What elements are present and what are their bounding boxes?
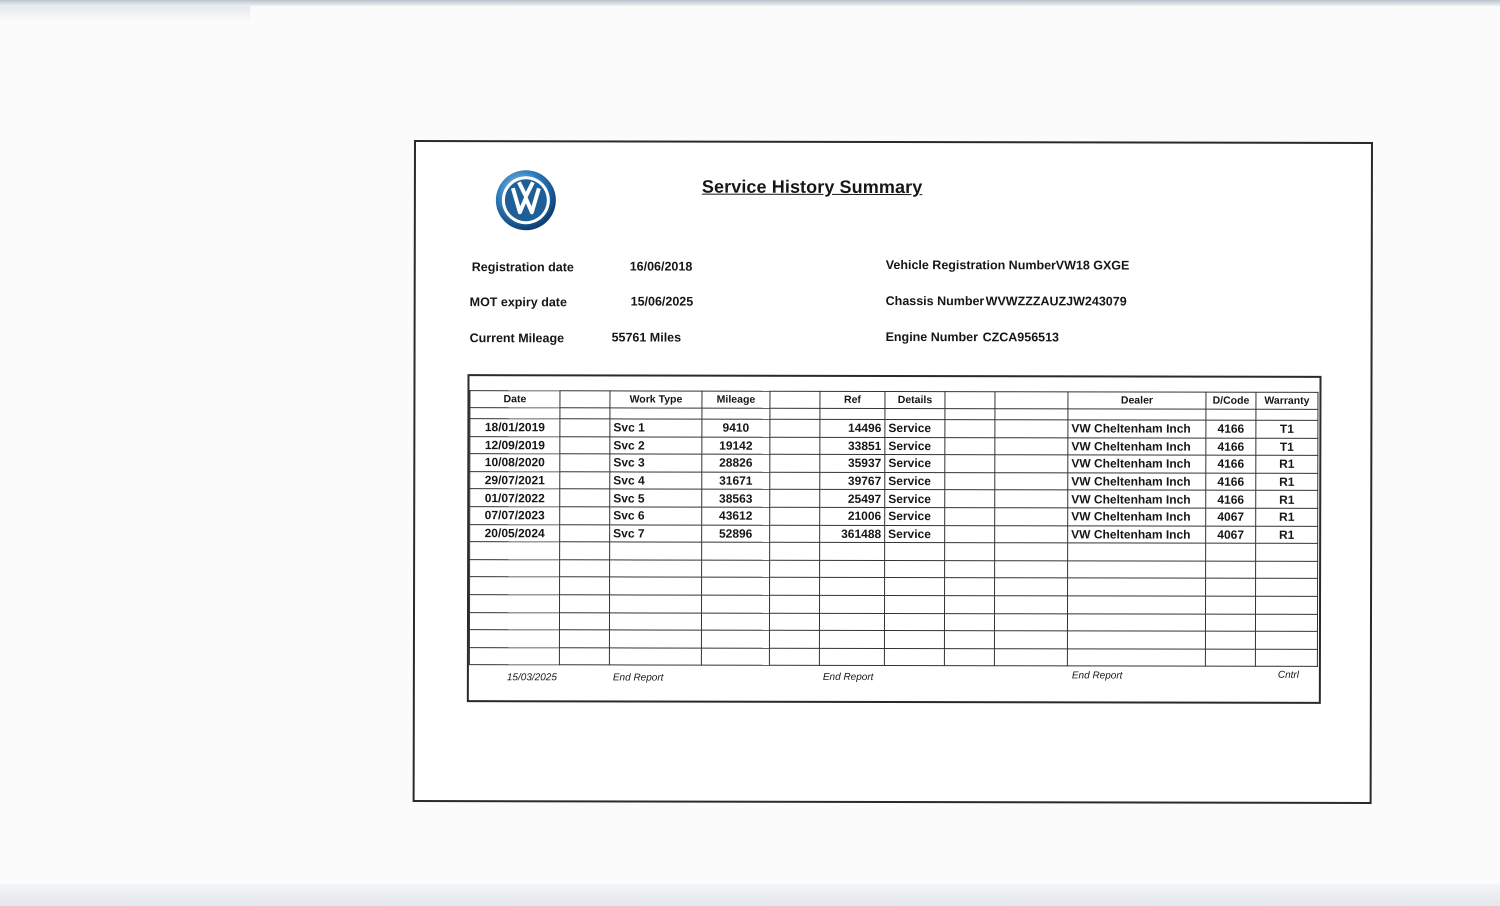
cell-date: 18/01/2019 (470, 419, 560, 437)
cell-dealer: VW Cheltenham Inch (1068, 437, 1206, 455)
cell-ref: 21006 (820, 507, 885, 525)
header-ref: Ref (820, 391, 885, 408)
vehicle-registration-value: VW18 GXGE (1055, 258, 1130, 273)
table-empty-row (470, 542, 1318, 561)
cell-dcode: 4067 (1206, 526, 1256, 544)
cell-ref: 25497 (820, 490, 885, 508)
cell-ref: 33851 (820, 437, 885, 455)
document-title: Service History Summary (701, 176, 923, 198)
table-row (470, 507, 1318, 526)
header-blank (560, 391, 610, 408)
header-blank (995, 392, 1068, 409)
vehicle-registration-label: Vehicle Registration Number (885, 257, 1056, 273)
table-empty-row (470, 559, 1318, 578)
cell-date: 29/07/2021 (470, 471, 560, 489)
cell-mileage: 28826 (702, 454, 770, 472)
cell-details: Service (885, 455, 945, 473)
cell-warranty: R1 (1256, 508, 1318, 526)
cell-mileage: 9410 (702, 419, 770, 437)
cell-dcode: 4166 (1206, 420, 1256, 438)
engine-number-value: CZCA956513 (982, 330, 1060, 345)
cell-details: Service (885, 419, 945, 437)
cell-date: 10/08/2020 (470, 454, 560, 472)
footer-cntrl: Cntrl (1277, 669, 1300, 681)
header-date: Date (470, 391, 560, 408)
cell-dcode: 4166 (1206, 473, 1256, 491)
cell-work-type: Svc 5 (610, 489, 702, 507)
mot-expiry-value: 15/06/2025 (630, 294, 694, 309)
cell-work-type: Svc 6 (610, 507, 702, 525)
cell-dealer: VW Cheltenham Inch (1068, 508, 1206, 526)
cell-details: Service (885, 525, 945, 543)
chassis-number-value: WVWZZZAUZJW243079 (985, 294, 1127, 309)
footer-date: 15/03/2025 (506, 672, 557, 684)
cell-dcode: 4166 (1206, 438, 1256, 456)
table-empty-row (470, 595, 1318, 614)
registration-date-value: 16/06/2018 (629, 259, 693, 274)
service-history-sheet (413, 140, 1373, 804)
engine-number-label: Engine Number (885, 329, 978, 345)
table-row (470, 471, 1318, 490)
cell-dcode: 4166 (1206, 455, 1256, 473)
scan-top-edge (0, 0, 1500, 6)
table-empty-row (469, 630, 1317, 649)
cell-dcode: 4166 (1206, 491, 1256, 509)
cell-dealer: VW Cheltenham Inch (1068, 420, 1206, 438)
cell-ref: 35937 (820, 455, 885, 473)
current-mileage-value: 55761 Miles (611, 330, 682, 345)
registration-date-label: Registration date (471, 260, 574, 275)
cell-warranty: R1 (1256, 491, 1318, 509)
cell-mileage: 38563 (702, 489, 770, 507)
cell-work-type: Svc 1 (610, 419, 702, 437)
mot-expiry-label: MOT expiry date (469, 295, 567, 310)
cell-ref: 39767 (820, 472, 885, 490)
cell-dealer: VW Cheltenham Inch (1068, 455, 1206, 473)
footer-end-report-2: End Report (822, 671, 874, 683)
cell-mileage: 43612 (702, 507, 770, 525)
table-row (470, 454, 1318, 473)
table-row (470, 419, 1318, 438)
cell-dealer: VW Cheltenham Inch (1068, 473, 1206, 491)
table-row (470, 489, 1318, 508)
cell-warranty: T1 (1256, 438, 1318, 456)
header-dcode: D/Code (1206, 392, 1256, 409)
cell-details: Service (885, 437, 945, 455)
cell-date: 01/07/2022 (470, 489, 560, 507)
table-row (470, 436, 1318, 455)
cell-date: 07/07/2023 (470, 507, 560, 525)
cell-warranty: R1 (1256, 455, 1318, 473)
header-warranty: Warranty (1256, 392, 1318, 409)
cell-date: 20/05/2024 (470, 524, 560, 542)
table-row (470, 524, 1318, 543)
cell-details: Service (885, 472, 945, 490)
table-header-row (470, 391, 1318, 410)
cell-work-type: Svc 2 (610, 437, 702, 455)
header-blank (770, 391, 820, 408)
footer-end-report-1: End Report (612, 672, 664, 684)
header-blank (945, 392, 995, 409)
cell-mileage: 52896 (702, 525, 770, 543)
scan-bottom-edge (0, 884, 1500, 906)
cell-mileage: 19142 (702, 437, 770, 455)
header-dealer: Dealer (1068, 392, 1206, 409)
chassis-number-label: Chassis Number (885, 293, 985, 309)
cell-warranty: T1 (1256, 420, 1318, 438)
header-work-type: Work Type (610, 391, 702, 408)
cell-work-type: Svc 4 (610, 472, 702, 490)
cell-work-type: Svc 3 (610, 454, 702, 472)
cell-details: Service (885, 507, 945, 525)
cell-dealer: VW Cheltenham Inch (1068, 490, 1206, 508)
cell-ref: 14496 (820, 419, 885, 437)
header-details: Details (885, 391, 945, 408)
cell-date: 12/09/2019 (470, 436, 560, 454)
cell-work-type: Svc 7 (610, 524, 702, 542)
cell-dcode: 4067 (1206, 508, 1256, 526)
cell-dealer: VW Cheltenham Inch (1068, 525, 1206, 543)
current-mileage-label: Current Mileage (469, 331, 565, 346)
service-history-table (467, 374, 1322, 704)
cell-ref: 361488 (820, 525, 885, 543)
cell-mileage: 31671 (702, 472, 770, 490)
table-empty-row (470, 577, 1318, 596)
volkswagen-logo-icon (494, 168, 558, 232)
service-grid (469, 390, 1319, 667)
cell-warranty: R1 (1256, 526, 1318, 544)
footer-end-report-3: End Report (1071, 670, 1123, 682)
header-mileage: Mileage (702, 391, 770, 408)
cell-details: Service (885, 490, 945, 508)
cell-warranty: R1 (1256, 473, 1318, 491)
table-empty-row (469, 647, 1317, 666)
table-empty-row (469, 612, 1317, 631)
